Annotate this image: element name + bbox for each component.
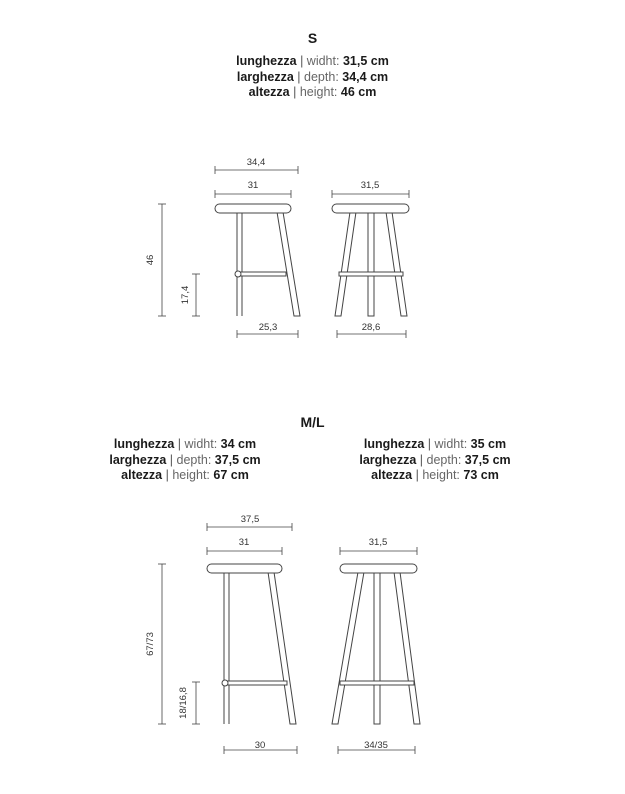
spec-label-it: altezza	[121, 468, 163, 482]
dim-label-rung-height: 17,4	[180, 285, 191, 305]
dim-label-seat-width: 31,5	[360, 180, 380, 191]
spec-separator: |	[300, 54, 304, 68]
dim-label-seat-width: 31	[247, 180, 259, 191]
spec-value: 46 cm	[340, 85, 377, 99]
spec-separator: |	[169, 452, 174, 467]
stool-s-side-view	[332, 180, 409, 338]
spec-colon: :	[457, 452, 462, 467]
dim-label-height: 67/73	[145, 632, 156, 656]
spec-separator: |	[297, 69, 301, 84]
spec-colon: :	[335, 54, 340, 68]
size-s-title: S	[307, 30, 318, 46]
spec-separator: |	[415, 468, 419, 482]
dim-label-top-width: 37,5	[240, 514, 260, 525]
spec-label-it: lunghezza	[363, 437, 425, 451]
spec-label-en: depth	[304, 69, 336, 84]
spec-value: 37,5 cm	[214, 452, 261, 467]
spec-label-it: larghezza	[359, 452, 417, 467]
spec-separator: |	[293, 85, 297, 99]
spec-label-it: larghezza	[109, 452, 167, 467]
seat	[207, 564, 282, 573]
dim-label-base-width: 34/35	[364, 740, 388, 751]
dim-label-seat-width: 31	[238, 537, 250, 548]
spec-label-en: widht	[184, 437, 214, 451]
spec-label-en: height	[172, 468, 207, 482]
stool-ml-side-view	[332, 537, 420, 754]
rung-joint	[235, 271, 241, 277]
spec-colon: :	[206, 468, 210, 482]
spec-colon: :	[213, 437, 218, 451]
spec-value: 34 cm	[220, 437, 257, 451]
spec-label-it: altezza	[248, 85, 290, 99]
dim-label-base-width: 25,3	[258, 322, 278, 333]
stool-s-front-view	[145, 157, 300, 338]
spec-value: 34,4 cm	[342, 69, 389, 84]
leg-right	[394, 572, 420, 724]
leg-right	[386, 212, 407, 316]
spec-label-en: widht	[306, 54, 336, 68]
dim-label-rung-height: 18/16,8	[178, 687, 189, 719]
spec-value: 37,5 cm	[464, 452, 511, 467]
seat	[215, 204, 291, 213]
spec-label-it: lunghezza	[236, 54, 297, 68]
spec-colon: :	[333, 85, 338, 99]
leg-left	[332, 572, 364, 724]
leg-right	[268, 572, 296, 724]
spec-separator: |	[427, 437, 432, 451]
seat	[332, 204, 409, 213]
size-ml-title: M/L	[300, 414, 325, 430]
leg-left	[335, 212, 356, 316]
spec-label-it: larghezza	[236, 69, 294, 84]
dim-label-base-width: 30	[254, 740, 266, 751]
leg-middle	[368, 212, 374, 316]
leg-right	[277, 212, 300, 316]
dim-label-height: 46	[145, 254, 156, 266]
spec-colon: :	[207, 452, 212, 467]
stool-ml-front-view	[145, 514, 297, 754]
spec-label-en: widht	[434, 437, 464, 451]
spec-separator: |	[165, 468, 169, 482]
spec-value: 67 cm	[213, 468, 249, 482]
dim-label-base-width: 28,6	[361, 322, 381, 333]
spec-label-en: height	[299, 85, 334, 99]
rung-joint	[222, 680, 228, 686]
spec-label-en: depth	[176, 452, 208, 467]
spec-colon: :	[463, 437, 468, 451]
spec-separator: |	[177, 437, 182, 451]
spec-value: 35 cm	[470, 437, 507, 451]
spec-label-it: altezza	[371, 468, 413, 482]
rung	[340, 681, 414, 685]
dim-label-seat-width: 31,5	[368, 537, 388, 548]
seat	[340, 564, 417, 573]
rung	[339, 272, 403, 276]
dim-label-top-width: 34,4	[246, 157, 266, 168]
spec-label-it: lunghezza	[113, 437, 175, 451]
spec-colon: :	[456, 468, 460, 482]
spec-value: 31,5 cm	[342, 54, 389, 68]
spec-label-en: depth	[426, 452, 458, 467]
spec-value: 73 cm	[463, 468, 499, 482]
rung	[227, 681, 287, 685]
rung	[240, 272, 286, 276]
spec-separator: |	[419, 452, 424, 467]
spec-label-en: height	[422, 468, 457, 482]
leg-middle	[374, 572, 380, 724]
spec-colon: :	[335, 69, 339, 84]
